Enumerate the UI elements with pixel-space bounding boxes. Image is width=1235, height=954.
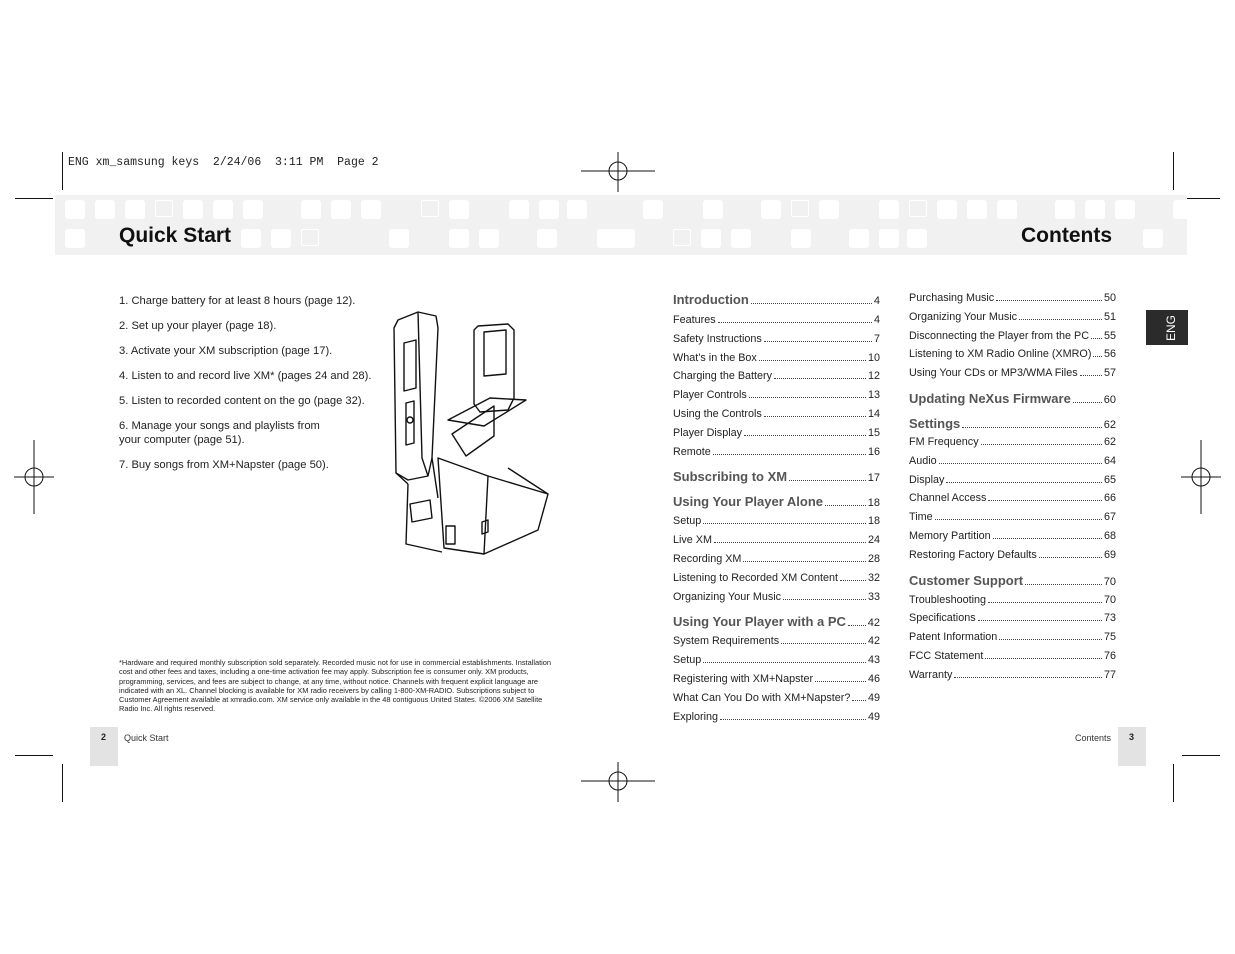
toc-entry — [673, 333, 880, 352]
toc-entry-label: Safety Instructions — [673, 332, 762, 345]
toc-entry — [909, 436, 1116, 455]
registration-mark-right — [1181, 440, 1221, 514]
toc-leader-dots — [939, 463, 1102, 464]
toc-entry-page: 17 — [867, 472, 880, 485]
toc-entry-page: 7 — [873, 332, 880, 345]
toc-section-entry — [909, 391, 1116, 411]
toc-column-2 — [909, 292, 1116, 688]
toc-entry-label: Using Your CDs or MP3/WMA Files — [909, 367, 1078, 380]
toc-entry-page: 62 — [1103, 418, 1116, 431]
language-tab — [1146, 310, 1188, 345]
toc-leader-dots — [774, 378, 866, 379]
toc-leader-dots — [749, 397, 866, 398]
toc-entry-page: 49 — [867, 691, 880, 704]
toc-leader-dots — [993, 538, 1102, 539]
toc-leader-dots — [1019, 319, 1102, 320]
toc-entry — [673, 654, 880, 673]
toc-leader-dots — [764, 416, 866, 417]
step-item: 2. Set up your player (page 18). — [119, 320, 277, 332]
toc-entry — [909, 474, 1116, 493]
toc-entry-label: Patent Information — [909, 631, 998, 644]
toc-entry — [673, 534, 880, 553]
toc-entry-page: 18 — [867, 497, 880, 510]
toc-entry-page: 28 — [867, 552, 880, 565]
toc-entry-label: Audio — [909, 454, 937, 467]
toc-entry-page: 10 — [867, 351, 880, 364]
toc-leader-dots — [962, 427, 1101, 428]
toc-entry-label: Remote — [673, 445, 711, 458]
toc-entry-page: 42 — [867, 635, 880, 648]
toc-leader-dots — [946, 482, 1102, 483]
toc-entry-page: 14 — [867, 407, 880, 420]
toc-entry — [909, 612, 1116, 631]
toc-entry — [909, 631, 1116, 650]
toc-entry-label: Charging the Battery — [673, 370, 773, 383]
toc-leader-dots — [954, 677, 1102, 678]
toc-entry — [909, 650, 1116, 669]
step-item: 5. Listen to recorded content on the go (page 32). — [119, 395, 365, 407]
toc-entry-page: 57 — [1103, 367, 1116, 380]
toc-entry-label: Setup — [673, 515, 702, 528]
toc-entry — [909, 292, 1116, 311]
toc-leader-dots — [815, 681, 866, 682]
toc-column-1 — [673, 292, 880, 729]
page-title-contents: Contents — [1021, 224, 1112, 247]
toc-entry-label: Exploring — [673, 710, 719, 723]
toc-leader-dots — [713, 454, 866, 455]
printer-slug: ENG xm_samsung keys 2/24/06 3:11 PM Page 2 — [68, 156, 379, 169]
toc-section-entry — [673, 469, 880, 489]
step-item: 3. Activate your XM subscription (page 17). — [119, 345, 333, 357]
toc-entry-label: Warranty — [909, 668, 953, 681]
toc-entry — [673, 591, 880, 610]
toc-entry-label: Using Your Player Alone — [673, 494, 824, 510]
toc-entry-label: Updating NeXus Firmware — [909, 390, 1071, 406]
toc-entry-page: 66 — [1103, 492, 1116, 505]
page-label-right: Contents — [1075, 733, 1112, 743]
toc-leader-dots — [988, 500, 1102, 501]
toc-entry-page: 60 — [1103, 393, 1116, 406]
toc-leader-dots — [935, 519, 1102, 520]
toc-leader-dots — [1025, 584, 1102, 585]
toc-entry-page: 51 — [1103, 310, 1116, 323]
toc-entry — [909, 455, 1116, 474]
toc-entry — [673, 352, 880, 371]
toc-entry — [673, 389, 880, 408]
toc-entry-label: Registering with XM+Napster — [673, 672, 814, 685]
toc-entry-page: 50 — [1103, 292, 1116, 304]
toc-section-entry — [673, 292, 880, 314]
toc-entry — [673, 553, 880, 572]
toc-entry-page: 76 — [1103, 649, 1116, 662]
toc-leader-dots — [789, 480, 866, 481]
toc-leader-dots — [703, 523, 866, 524]
toc-entry-page: 70 — [1103, 593, 1116, 606]
toc-leader-dots — [981, 444, 1102, 445]
toc-entry-label: Features — [673, 314, 716, 326]
toc-entry-label: Live XM — [673, 534, 713, 547]
toc-entry — [673, 711, 880, 730]
toc-entry-page: 77 — [1103, 668, 1116, 681]
toc-leader-dots — [714, 542, 866, 543]
toc-entry-page: 62 — [1103, 435, 1116, 448]
toc-section-entry — [909, 416, 1116, 436]
registration-mark-top — [581, 152, 655, 192]
toc-entry-page: 18 — [867, 515, 880, 528]
toc-section-entry — [909, 573, 1116, 594]
toc-entry-page: 12 — [867, 370, 880, 383]
toc-entry-page: 75 — [1103, 631, 1116, 644]
toc-leader-dots — [988, 602, 1102, 603]
toc-leader-dots — [852, 700, 866, 701]
page-label-left: Quick Start — [124, 733, 169, 743]
toc-entry-page: 56 — [1103, 348, 1116, 361]
toc-entry-label: FM Frequency — [909, 435, 979, 448]
toc-entry-page: 24 — [867, 534, 880, 547]
toc-entry-label: Using Your Player with a PC — [673, 614, 846, 630]
toc-leader-dots — [718, 322, 872, 323]
toc-entry — [673, 408, 880, 427]
toc-entry — [673, 370, 880, 389]
toc-entry — [673, 572, 880, 591]
toc-entry-label: Listening to Recorded XM Content — [673, 571, 839, 584]
toc-entry — [673, 673, 880, 692]
toc-entry — [909, 669, 1116, 688]
step-item: 7. Buy songs from XM+Napster (page 50). — [119, 459, 329, 471]
toc-entry-page: 43 — [867, 654, 880, 667]
language-tab-label: ENG — [1164, 314, 1178, 341]
quick-start-steps — [119, 294, 372, 483]
toc-entry-label: Player Display — [673, 426, 743, 439]
toc-entry-page: 15 — [867, 426, 880, 439]
toc-entry-label: Memory Partition — [909, 529, 991, 542]
registration-mark-left — [14, 440, 54, 514]
toc-entry-label: Disconnecting the Player from the PC — [909, 329, 1090, 342]
toc-entry-page: 4 — [873, 295, 880, 307]
toc-leader-dots — [978, 620, 1102, 621]
toc-entry-label: Subscribing to XM — [673, 469, 788, 485]
toc-entry — [909, 311, 1116, 330]
toc-entry-page: 55 — [1103, 329, 1116, 342]
toc-entry-label: Player Controls — [673, 389, 747, 402]
page-number-right: 3 — [1129, 732, 1135, 742]
toc-entry — [909, 492, 1116, 511]
toc-entry — [909, 530, 1116, 549]
toc-entry-label: Display — [909, 473, 945, 486]
toc-entry-page: 67 — [1103, 511, 1116, 524]
toc-leader-dots — [825, 505, 866, 506]
toc-leader-dots — [764, 341, 872, 342]
toc-leader-dots — [999, 639, 1102, 640]
toc-entry-label: What Can You Do with XM+Napster? — [673, 691, 851, 704]
toc-leader-dots — [985, 658, 1102, 659]
toc-entry-label: Troubleshooting — [909, 593, 987, 606]
toc-leader-dots — [783, 599, 866, 600]
toc-entry-label: Customer Support — [909, 572, 1024, 588]
toc-entry-label: Specifications — [909, 612, 976, 625]
toc-entry-label: Channel Access — [909, 492, 987, 505]
toc-entry-page: 73 — [1103, 612, 1116, 625]
toc-entry-label: Organizing Your Music — [909, 310, 1018, 323]
page-title-quick-start: Quick Start — [119, 224, 232, 247]
toc-entry-page: 42 — [867, 617, 880, 630]
toc-entry-label: Restoring Factory Defaults — [909, 548, 1037, 561]
toc-entry — [673, 635, 880, 654]
toc-leader-dots — [751, 303, 872, 304]
toc-leader-dots — [1073, 402, 1102, 403]
toc-entry-label: System Requirements — [673, 635, 780, 648]
toc-entry-label: Using the Controls — [673, 407, 762, 420]
toc-entry — [673, 427, 880, 446]
toc-entry-page: 70 — [1103, 575, 1116, 588]
step-item: 4. Listen to and record live XM* (pages 24 and 28). — [119, 370, 372, 382]
toc-leader-dots — [1091, 338, 1102, 339]
toc-entry-page: 16 — [867, 445, 880, 458]
page-number-left: 2 — [101, 732, 107, 742]
toc-entry-label: Listening to XM Radio Online (XMRO) — [909, 348, 1092, 361]
player-dock-illustration — [388, 308, 556, 566]
toc-leader-dots — [744, 435, 866, 436]
toc-entry — [673, 314, 880, 333]
toc-entry-page: 65 — [1103, 473, 1116, 486]
toc-entry-page: 33 — [867, 590, 880, 603]
toc-entry-page: 46 — [867, 672, 880, 685]
toc-entry-page: 32 — [867, 571, 880, 584]
toc-leader-dots — [743, 561, 866, 562]
toc-entry — [909, 348, 1116, 367]
toc-entry-label: FCC Statement — [909, 649, 984, 662]
toc-leader-dots — [996, 300, 1102, 301]
toc-leader-dots — [848, 625, 866, 626]
toc-section-entry — [673, 614, 880, 635]
toc-entry-label: Introduction — [673, 292, 749, 307]
toc-entry-label: What’s in the Box — [673, 351, 757, 364]
toc-leader-dots — [759, 360, 866, 361]
toc-entry — [673, 692, 880, 711]
toc-entry — [909, 511, 1116, 530]
toc-leader-dots — [1080, 375, 1102, 376]
toc-entry-label: Recording XM — [673, 552, 742, 565]
toc-entry — [673, 515, 880, 534]
toc-leader-dots — [720, 719, 866, 720]
toc-entry-label: Settings — [909, 415, 961, 431]
toc-leader-dots — [840, 580, 866, 581]
toc-entry-page: 69 — [1103, 548, 1116, 561]
footnote: *Hardware and required monthly subscription sold separately. Recorded music not for use in commercial establishments. Installation cost and other fees and taxes, including a one-time activation fee may apply. Subscription fee is consumer only. XM products, programming, services, and fees are subject to change, at any time, without notice. Channels with frequent explicit language are indicated with an XL. Channel blocking is available for XM radio receivers by calling 1-800-XM-RADIO. Subscriptions subject to Customer Agreement available at xmradio.com. XM service only available in the 48 contiguous United States. ©2006 XM Satellite Radio Inc. All rights reserved. — [119, 658, 552, 714]
toc-entry-page: 64 — [1103, 454, 1116, 467]
toc-entry-page: 13 — [867, 389, 880, 402]
toc-entry-page: 68 — [1103, 529, 1116, 542]
toc-leader-dots — [1093, 356, 1102, 357]
toc-leader-dots — [781, 643, 866, 644]
toc-entry — [909, 330, 1116, 349]
step-item: 1. Charge battery for at least 8 hours (page 12). — [119, 295, 356, 307]
toc-entry — [673, 446, 880, 465]
toc-entry — [909, 367, 1116, 386]
toc-entry — [909, 549, 1116, 568]
toc-entry — [909, 594, 1116, 613]
toc-entry-page: 4 — [873, 314, 880, 326]
toc-leader-dots — [1039, 557, 1102, 558]
toc-entry-label: Purchasing Music — [909, 292, 995, 304]
toc-entry-label: Organizing Your Music — [673, 590, 782, 603]
step-item: 6. Manage your songs and playlists from your computer (page 51). — [119, 420, 320, 446]
toc-leader-dots — [703, 662, 866, 663]
toc-entry-label: Setup — [673, 654, 702, 667]
toc-section-entry — [673, 494, 880, 515]
registration-mark-bottom — [581, 762, 655, 802]
toc-entry-page: 49 — [867, 710, 880, 723]
toc-entry-label: Time — [909, 511, 933, 524]
